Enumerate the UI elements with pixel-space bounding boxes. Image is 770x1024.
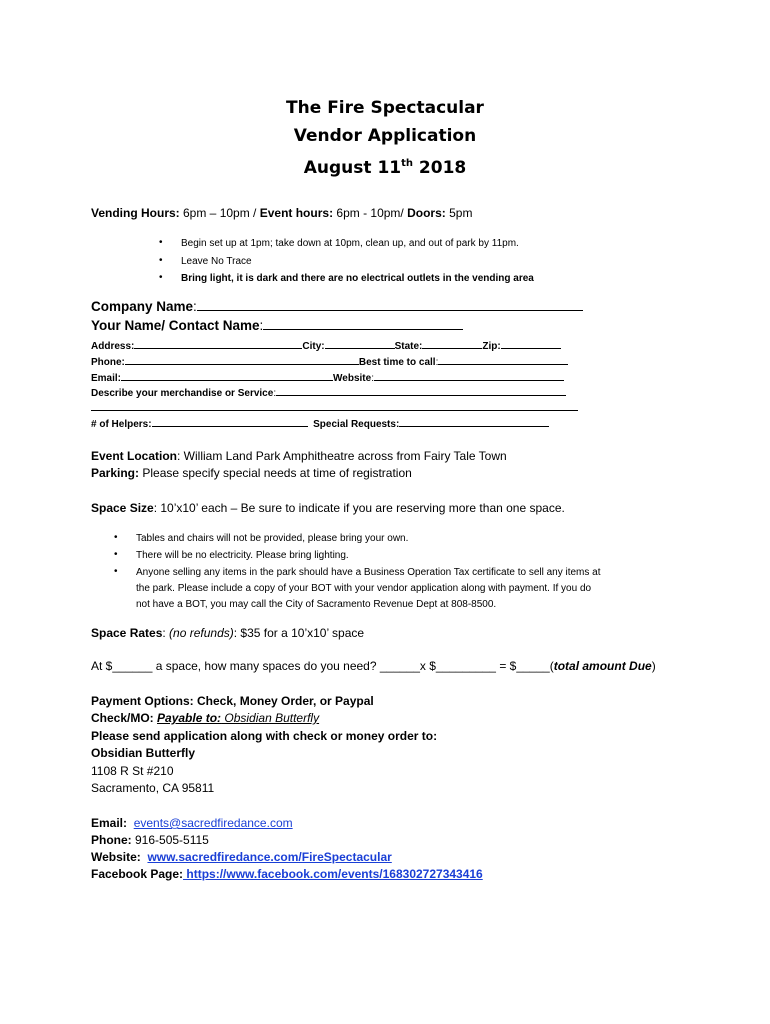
bullet-dot: • bbox=[114, 532, 118, 543]
contact-website-label: Website: bbox=[91, 850, 141, 864]
zip-label: Zip: bbox=[482, 341, 501, 352]
title-date-suffix: th bbox=[401, 158, 414, 169]
company-name-row: Company Name: bbox=[91, 299, 583, 314]
email-field[interactable] bbox=[121, 369, 333, 381]
contact-phone-line bbox=[91, 833, 209, 847]
calculation-close: ) bbox=[651, 659, 656, 673]
contact-email-link[interactable]: events@sacredfiredance.com bbox=[133, 816, 293, 830]
title-date: August 11 bbox=[303, 158, 402, 178]
event-hours-label: Event hours: bbox=[259, 206, 334, 220]
special-requests-field[interactable] bbox=[399, 415, 549, 427]
contact-website-link[interactable]: www.sacredfiredance.com/FireSpectacular bbox=[147, 850, 392, 864]
doors-value: 5pm bbox=[445, 206, 473, 220]
contact-name-label: Your Name/ Contact Name bbox=[91, 318, 260, 333]
calculation-line bbox=[91, 659, 656, 673]
send-application-line: Please send application along with check or money order to: bbox=[91, 729, 438, 743]
space-note: Anyone selling any items in the park should have a Business Operation Tax certificate to sell any items at bbox=[136, 567, 601, 578]
website-label: Website bbox=[333, 373, 372, 384]
email-row: Email: Website: bbox=[91, 369, 564, 384]
phone-label: Phone: bbox=[91, 357, 125, 368]
contact-email-label: Email: bbox=[91, 816, 128, 830]
check-label: Check/MO: bbox=[91, 711, 158, 725]
city-state-zip: Sacramento, CA 95811 bbox=[91, 781, 215, 795]
bullet-dot: • bbox=[114, 566, 118, 577]
title-line-1: The Fire Spectacular bbox=[286, 98, 484, 118]
contact-name-row: Your Name/ Contact Name: bbox=[91, 318, 463, 333]
merchandise-field-line-2[interactable] bbox=[91, 399, 578, 411]
facebook-link[interactable]: https://www.facebook.com/events/168302727343416 bbox=[183, 867, 483, 881]
city-field[interactable] bbox=[325, 337, 395, 349]
contact-email-line bbox=[91, 816, 293, 830]
event-location-line bbox=[91, 449, 507, 463]
event-location-value: : William Land Park Amphitheatre across from Fairy Tale Town bbox=[177, 449, 507, 463]
check-payable-line bbox=[91, 711, 319, 725]
payment-options: Payment Options: Check, Money Order, or Paypal bbox=[91, 694, 374, 708]
bullet-dot: • bbox=[114, 549, 118, 560]
city-label: City: bbox=[302, 341, 325, 352]
event-location-label: Event Location bbox=[91, 449, 178, 463]
best-time-field[interactable] bbox=[438, 353, 568, 365]
title-line-2: Vendor Application bbox=[293, 126, 477, 146]
special-requests-label: Special Requests: bbox=[313, 419, 400, 430]
contact-website-line bbox=[91, 850, 392, 864]
website-field[interactable] bbox=[374, 369, 564, 381]
contact-name-field[interactable] bbox=[263, 318, 463, 330]
space-note-continued: not have a BOT, you may call the City of Sacramento Revenue Dept at 808-8500. bbox=[136, 599, 497, 610]
facebook-label: Facebook Page: bbox=[91, 867, 184, 881]
phone-field[interactable] bbox=[125, 353, 359, 365]
doors-label: Doors: bbox=[407, 206, 446, 220]
total-amount-due: total amount Due bbox=[553, 659, 652, 673]
contact-phone-label: Phone: bbox=[91, 833, 132, 847]
payable-to-label: Payable to: bbox=[157, 711, 222, 725]
rule-item: Bring light, it is dark and there are no electrical outlets in the vending area bbox=[181, 273, 534, 284]
merchandise-row: Describe your merchandise or Service: bbox=[91, 384, 566, 399]
bullet-dot: • bbox=[159, 237, 163, 248]
space-note: There will be no electricity. Please bring lighting. bbox=[136, 550, 349, 561]
address-label: Address: bbox=[91, 341, 135, 352]
title-line-3 bbox=[0, 150, 770, 182]
merchandise-row-2 bbox=[91, 399, 578, 414]
address-row bbox=[91, 337, 561, 352]
space-size-value: : 10’x10’ each – Be sure to indicate if you are reserving more than one space. bbox=[153, 501, 565, 515]
vending-hours-label: Vending Hours: bbox=[91, 206, 180, 220]
email-label: Email: bbox=[91, 373, 122, 384]
address-field[interactable] bbox=[134, 337, 302, 349]
parking-value: Please specify special needs at time of registration bbox=[139, 466, 412, 480]
space-rates-line bbox=[91, 626, 364, 640]
best-time-label: Best time to call bbox=[358, 357, 436, 368]
state-field[interactable] bbox=[422, 337, 482, 349]
payable-to-value: Obsidian Butterfly bbox=[221, 711, 320, 725]
merchandise-field[interactable] bbox=[276, 384, 566, 396]
calculation-text: At $______ a space, how many spaces do you need? ______x $_________ = $_____( bbox=[91, 659, 554, 673]
no-refunds-note: (no refunds) bbox=[169, 626, 234, 640]
helpers-row bbox=[91, 415, 549, 430]
contact-facebook-line bbox=[91, 867, 483, 881]
vending-hours-value: 6pm – 10pm / bbox=[179, 206, 260, 220]
space-size-label: Space Size bbox=[91, 501, 154, 515]
phone-row: Phone: Best time to call: bbox=[91, 353, 568, 368]
bullet-dot: • bbox=[159, 272, 163, 283]
rule-item: Leave No Trace bbox=[181, 256, 252, 267]
hours-line bbox=[91, 206, 472, 220]
event-hours-value: 6pm - 10pm/ bbox=[333, 206, 408, 220]
street-address: 1108 R St #210 bbox=[91, 764, 174, 778]
rule-item: Begin set up at 1pm; take down at 10pm, clean up, and out of park by 11pm. bbox=[181, 238, 519, 249]
space-size-line bbox=[91, 501, 565, 515]
company-name-field[interactable] bbox=[197, 299, 583, 311]
helpers-label: # of Helpers: bbox=[91, 419, 152, 430]
state-label: State: bbox=[394, 341, 423, 352]
space-rates-colon: : bbox=[162, 626, 170, 640]
contact-phone-value: 916-505-5115 bbox=[131, 833, 209, 847]
helpers-field[interactable] bbox=[152, 415, 308, 427]
merchandise-label: Describe your merchandise or Service bbox=[91, 388, 274, 399]
space-note: Tables and chairs will not be provided, please bring your own. bbox=[136, 533, 409, 544]
bullet-dot: • bbox=[159, 255, 163, 266]
space-rates-label: Space Rates bbox=[91, 626, 163, 640]
company-name-label: Company Name bbox=[91, 299, 194, 314]
title-year: 2018 bbox=[413, 158, 467, 178]
org-name: Obsidian Butterfly bbox=[91, 746, 196, 760]
space-rates-value: : $35 for a 10’x10’ space bbox=[233, 626, 365, 640]
parking-line bbox=[91, 466, 412, 480]
zip-field[interactable] bbox=[501, 337, 561, 349]
parking-label: Parking: bbox=[91, 466, 140, 480]
space-note-continued: the park. Please include a copy of your BOT with your vendor application along with payment. If you do bbox=[136, 583, 592, 594]
